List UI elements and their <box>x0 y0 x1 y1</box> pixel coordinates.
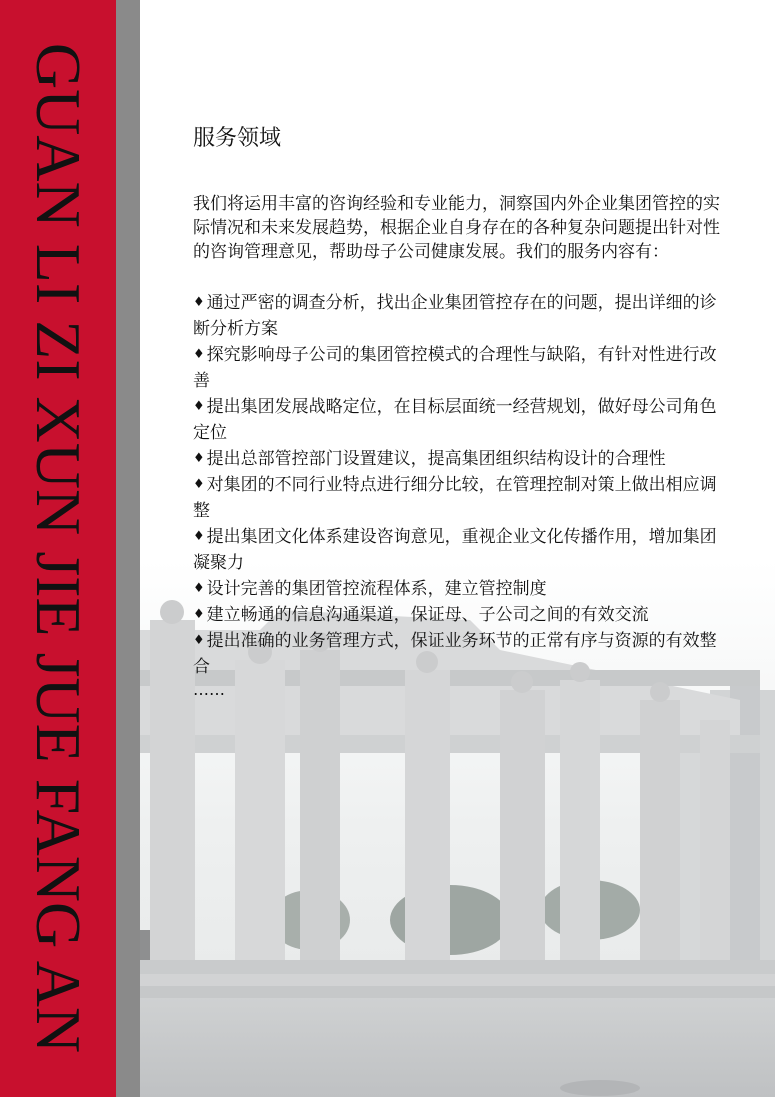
service-list-item <box>193 576 728 602</box>
service-list-item <box>193 394 728 446</box>
service-item-text: 对集团的不同行业特点进行细分比较，在管理控制对策上做出相应调整 <box>193 474 717 521</box>
service-list-item <box>193 472 728 524</box>
gray-side-band <box>116 0 140 1097</box>
diamond-bullet-icon: ♦ <box>193 528 205 544</box>
service-item-text: 探究影响母子公司的集团管控模式的合理性与缺陷，有针对性进行改善 <box>193 344 717 391</box>
service-list <box>193 290 728 680</box>
diamond-bullet-icon: ♦ <box>193 476 205 492</box>
main-content <box>193 125 728 700</box>
service-list-item <box>193 342 728 394</box>
service-list-item <box>193 524 728 576</box>
service-item-text: 提出准确的业务管理方式，保证业务环节的正常有序与资源的有效整合 <box>193 630 717 677</box>
diamond-bullet-icon: ♦ <box>193 450 205 466</box>
service-item-text: 建立畅通的信息沟通渠道，保证母、子公司之间的有效交流 <box>206 604 649 625</box>
service-item-text: 设计完善的集团管控流程体系，建立管控制度 <box>206 578 547 599</box>
intro-paragraph: 我们将运用丰富的咨询经验和专业能力，洞察国内外企业集团管控的实际情况和未来发展趋势，根据企业自身存在的各种复杂问题提出针对性的咨询管理意见，帮助母子公司健康发展。我们的服务内容有： <box>193 193 720 262</box>
diamond-bullet-icon: ♦ <box>193 398 205 414</box>
service-list-item <box>193 290 728 342</box>
service-list-item <box>193 628 728 680</box>
diamond-bullet-icon: ♦ <box>193 580 205 596</box>
diamond-bullet-icon: ♦ <box>193 606 205 622</box>
diamond-bullet-icon: ♦ <box>193 632 205 648</box>
ellipsis-text: …… <box>193 679 225 699</box>
diamond-bullet-icon: ♦ <box>193 294 205 310</box>
diamond-bullet-icon: ♦ <box>193 346 205 362</box>
service-list-item <box>193 446 728 472</box>
service-item-text: 提出集团发展战略定位，在目标层面统一经营规划，做好母公司角色定位 <box>193 396 717 443</box>
service-item-text: 提出总部管控部门设置建议，提高集团组织结构设计的合理性 <box>206 448 666 469</box>
service-list-item <box>193 602 728 628</box>
service-item-text: 通过严密的调查分析，找出企业集团管控存在的问题，提出详细的诊断分析方案 <box>193 292 717 339</box>
page-title: 服务领域 <box>193 126 282 151</box>
service-item-text: 提出集团文化体系建设咨询意见，重视企业文化传播作用，增加集团凝聚力 <box>193 526 717 573</box>
red-side-band <box>0 0 116 1097</box>
side-banner-text: GUAN LI ZI XUN JIE JUE FANG AN <box>23 42 94 1054</box>
